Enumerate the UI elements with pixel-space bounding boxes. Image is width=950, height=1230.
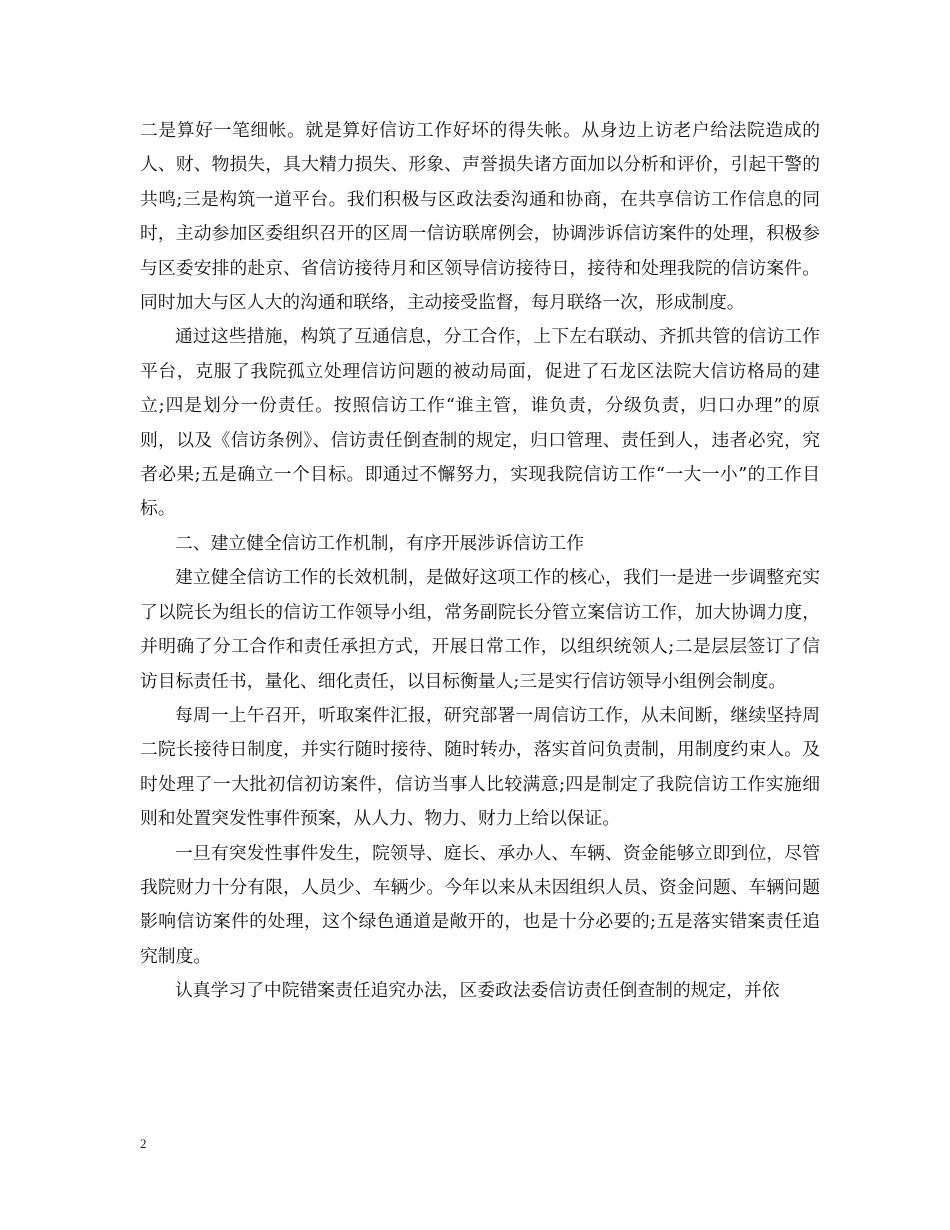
- paragraph-4: 每周一上午召开，听取案件汇报，研究部署一周信访工作，从未间断，继续坚持周二院长接待日制度，并实行随时接待、随时转办，落实首问负责制，用制度约束人。及时处理了一大批初信初访案件，信访当事人比较满意;四是制定了我院信访工作实施细则和处置突发性事件预案，从人力、物力、财力上给以保证。: [140, 704, 820, 830]
- paragraph-6: 认真学习了中院错案责任追究办法，区委政法委信访责任倒查制的规定，并依: [175, 980, 780, 1002]
- section-heading: 二、建立健全信访工作机制，有序开展涉诉信访工作: [175, 532, 584, 554]
- page-number: 2: [140, 1136, 147, 1151]
- paragraph-2: 通过这些措施，构筑了互通信息，分工合作，上下左右联动、齐抓共管的信访工作平台，克服了我院孤立处理信访问题的被动局面，促进了石龙区法院大信访格局的建立;四是划分一份责任。按照信访工作“谁主管，谁负责，分级负责，归口办理”的原则，以及《信访条例》、信访责任倒查制的规定，归口管理、责任到人，违者必究，究者必果;五是确立一个目标。即通过不懈努力，实现我院信访工作“一大一小”的工作目标。: [140, 326, 820, 520]
- paragraph-3: 建立健全信访工作的长效机制，是做好这项工作的核心，我们一是进一步调整充实了以院长为组长的信访工作领导小组，常务副院长分管立案信访工作，加大协调力度，并明确了分工合作和责任承担方式，开展日常工作，以组织统领人;二是层层签订了信访目标责任书，量化、细化责任，以目标衡量人;三是实行信访领导小组例会制度。: [140, 567, 820, 692]
- body-text: [140, 114, 820, 1009]
- paragraph-5: 一旦有突发性事件发生，院领导、庭长、承办人、车辆、资金能够立即到位，尽管我院财力十分有限，人员少、车辆少。今年以来从未因组织人员、资金问题、车辆问题影响信访案件的处理，这个绿色通道是敞开的，也是十分必要的;五是落实错案责任追究制度。: [140, 842, 820, 967]
- paragraph-1: 二是算好一笔细帐。就是算好信访工作好坏的得失帐。从身边上访老户给法院造成的人、财、物损失，具大精力损失、形象、声誉损失诸方面加以分析和评价，引起干警的共鸣;三是构筑一道平台。我们积极与区政法委沟通和协商，在共享信访工作信息的同时，主动参加区委组织召开的区周一信访联席例会，协调涉诉信访案件的处理，积极参与区委安排的赴京、省信访接待月和区领导信访接待日，接待和处理我院的信访案件。同时加大与区人大的沟通和联络，主动接受监督，每月联络一次，形成制度。: [140, 120, 820, 314]
